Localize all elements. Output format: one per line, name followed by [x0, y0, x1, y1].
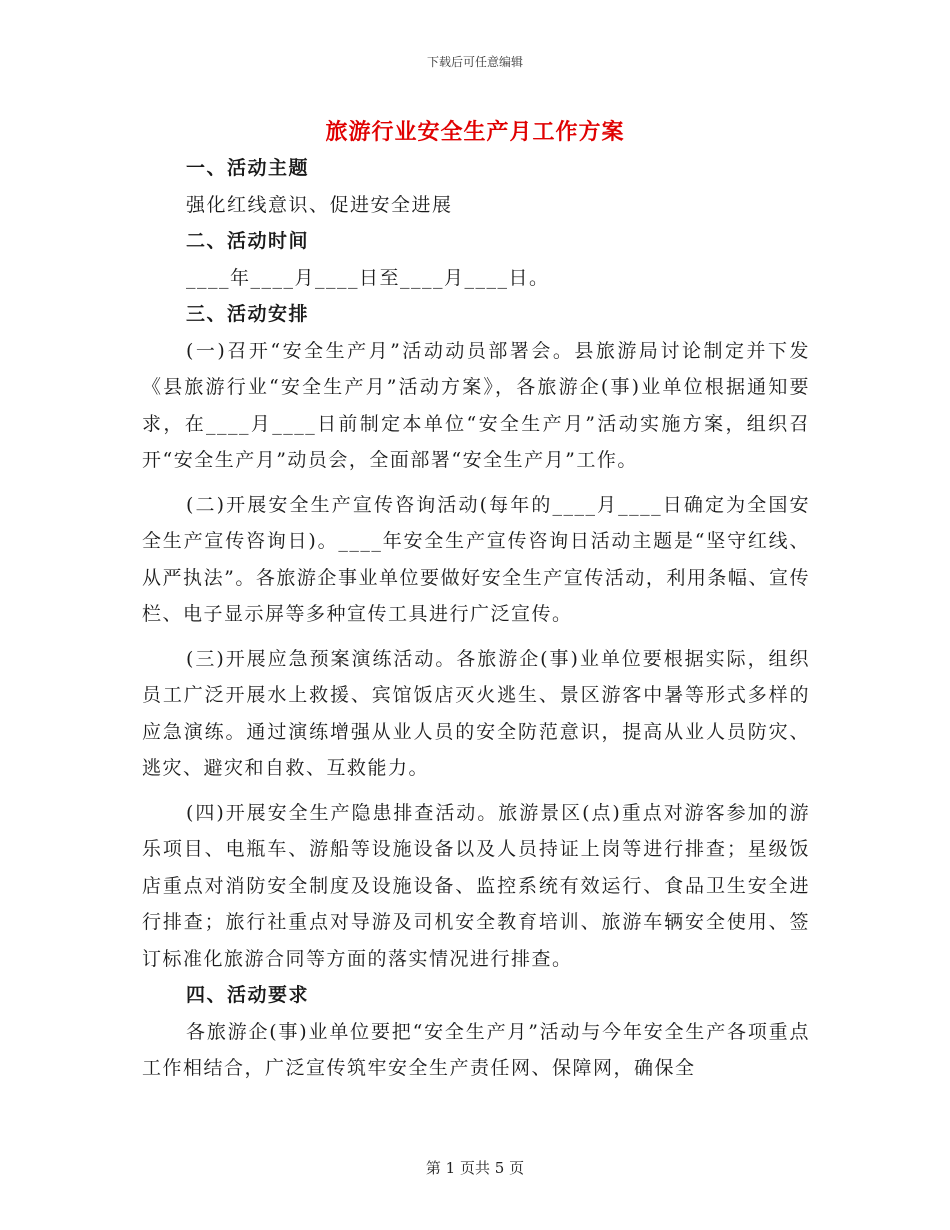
document-body — [142, 150, 810, 1087]
paragraph-2: (二)开展安全生产宣传咨询活动(每年的____月____日确定为全国安全生产宣传咨询日)。____年安全生产宣传咨询日活动主题是“坚守红线、从严执法”。各旅游企事业单位要做好安全生产宣传活动，利用条幅、宣传栏、电子显示屏等多种宣传工具进行广泛宣传。 — [142, 493, 810, 625]
section-body-4: 各旅游企(事)业单位要把“安全生产月”活动与今年安全生产各项重点工作相结合，广泛宣传筑牢安全生产责任网、保障网，确保全 — [142, 1020, 810, 1079]
paragraph-4: (四)开展安全生产隐患排查活动。旅游景区(点)重点对游客参加的游乐项目、电瓶车、游船等设施设备以及人员持证上岗等进行排查；星级饭店重点对消防安全制度及设施设备、监控系统有效运行、食品卫生安全进行排查；旅行社重点对导游及司机安全教育培训、旅游车辆安全使用、签订标准化旅游合同等方面的落实情况进行排查。 — [142, 801, 810, 970]
section-heading-4: 四、活动要求 — [186, 984, 310, 1006]
page-footer: 第 1 页共 5 页 — [425, 1159, 525, 1177]
section-heading-1: 一、活动主题 — [186, 157, 310, 179]
paragraph-1: (一)召开“安全生产月”活动动员部署会。县旅游局讨论制定并下发《县旅游行业“安全生产月”活动方案》，各旅游企(事)业单位根据通知要求，在____月____日前制定本单位“安全生产月”活动实施方案，组织召开“安全生产月”动员会，全面部署“安全生产月”工作。 — [142, 339, 810, 471]
section-body-1: 强化红线意识、促进安全进展 — [186, 193, 453, 216]
section-heading-2: 二、活动时间 — [186, 230, 310, 252]
header-note: 下载后可任意编辑 — [426, 55, 523, 69]
section-body-2: ____年____月____日至____月____日。 — [186, 266, 550, 289]
document-title: 旅游行业安全生产月工作方案 — [325, 119, 625, 145]
paragraph-3: (三)开展应急预案演练活动。各旅游企(事)业单位要根据实际，组织员工广泛开展水上救援、宾馆饭店灭火逃生、景区游客中暑等形式多样的应急演练。通过演练增强从业人员的安全防范意识，提高从业人员防灾、逃灾、避灾和自救、互救能力。 — [142, 647, 810, 779]
section-heading-3: 三、活动安排 — [186, 303, 310, 325]
